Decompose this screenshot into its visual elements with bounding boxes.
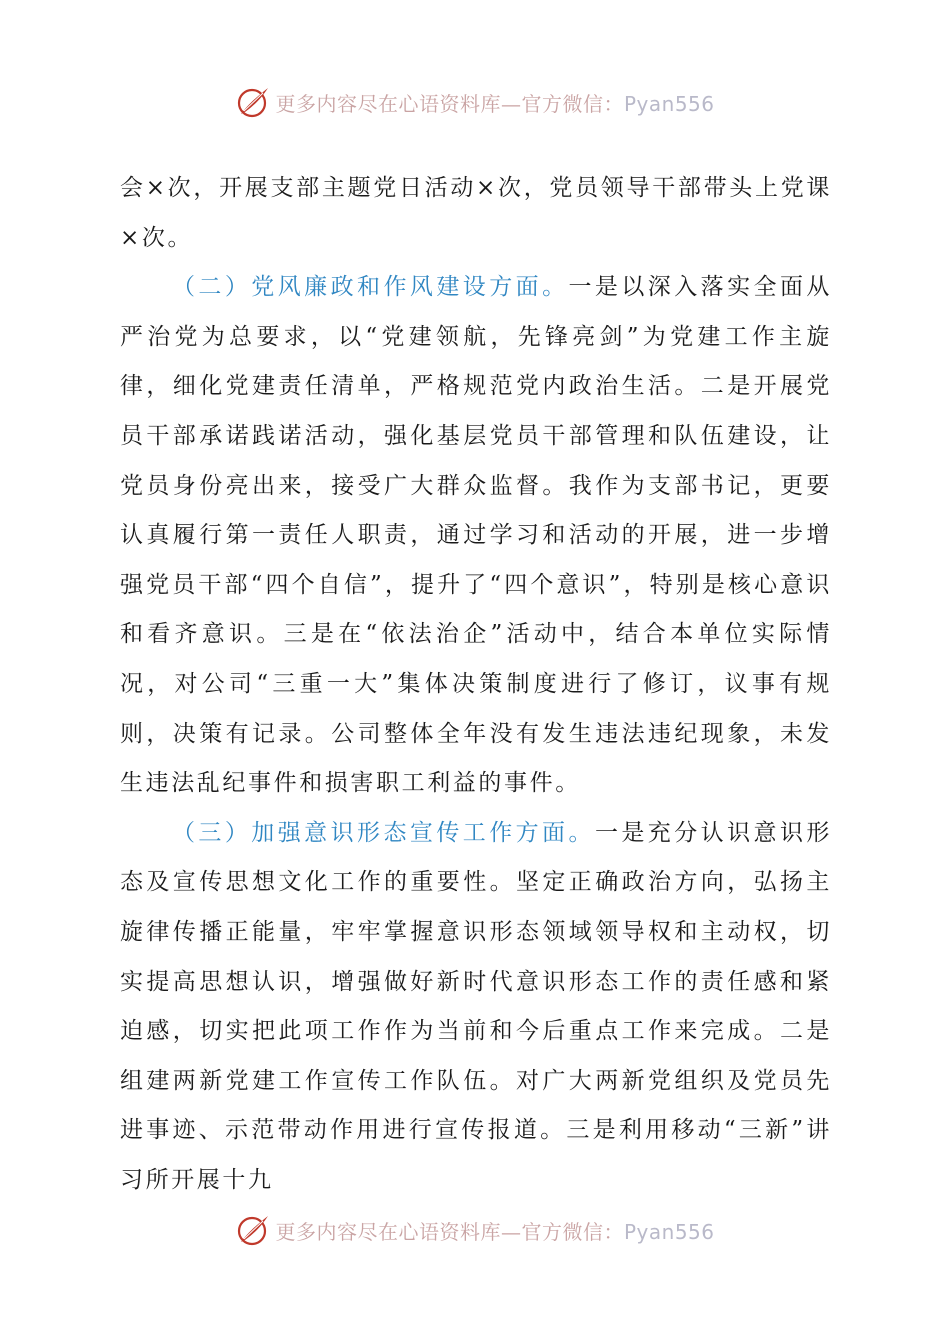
footer-banner (0, 1208, 950, 1252)
footer-banner-text: 更多内容尽在心语资料库—官方微信：Pyan556 (275, 1219, 715, 1244)
paragraph-continuation (120, 164, 832, 263)
section-heading-party-conduct: （二）党风廉政和作风建设方面。 (172, 274, 569, 301)
paragraph-body: 一是充分认识意识形态及宣传思想文化工作的重要性。坚定正确政治方向，弘扬主旋律传播正能量，牢牢掌握意识形态领域领导权和主动权，切实提高思想认识，增强做好新时代意识形态工作的责任感和紧迫感，切实把此项工作作为当前和今后重点工作来完成。二是组建两新党建工作宣传工作队伍。对广大两新党组织及党员先进事迹、示范带动作用进行宣传报道。三是利用移动“三新”讲习所开展十九 (120, 819, 832, 1193)
quill-logo-icon (235, 84, 271, 120)
header-banner-text: 更多内容尽在心语资料库—官方微信：Pyan556 (275, 91, 715, 116)
paragraph-party-conduct (120, 263, 832, 809)
paragraph-body: 一是以深入落实全面从严治党为总要求，以“党建领航，先锋亮剑”为党建工作主旋律，细化党建责任清单，严格规范党内政治生活。二是开展党员干部承诺践诺活动，强化基层党员干部管理和队伍建设，让党员身份亮出来，接受广大群众监督。我作为支部书记，更要认真履行第一责任人职责，通过学习和活动的开展，进一步增强党员干部“四个自信”，提升了“四个意识”，特别是核心意识和看齐意识。三是在“依法治企”活动中，结合本单位实际情况，对公司“三重一大”集体决策制度进行了修订，议事有规则，决策有记录。公司整体全年没有发生违法违纪现象，未发生违法乱纪事件和损害职工利益的事件。 (120, 274, 832, 797)
header-wechat-id: Pyan556 (623, 91, 715, 116)
document-body (120, 164, 832, 1205)
paragraph-body: 会×次，开展支部主题党日活动×次，党员领导干部带头上党课×次。 (120, 175, 832, 251)
footer-wechat-id: Pyan556 (623, 1219, 715, 1244)
paragraph-ideology (120, 809, 832, 1206)
quill-logo-icon (235, 1212, 271, 1248)
section-heading-ideology: （三）加强意识形态宣传工作方面。 (172, 819, 595, 846)
header-banner (0, 80, 950, 124)
